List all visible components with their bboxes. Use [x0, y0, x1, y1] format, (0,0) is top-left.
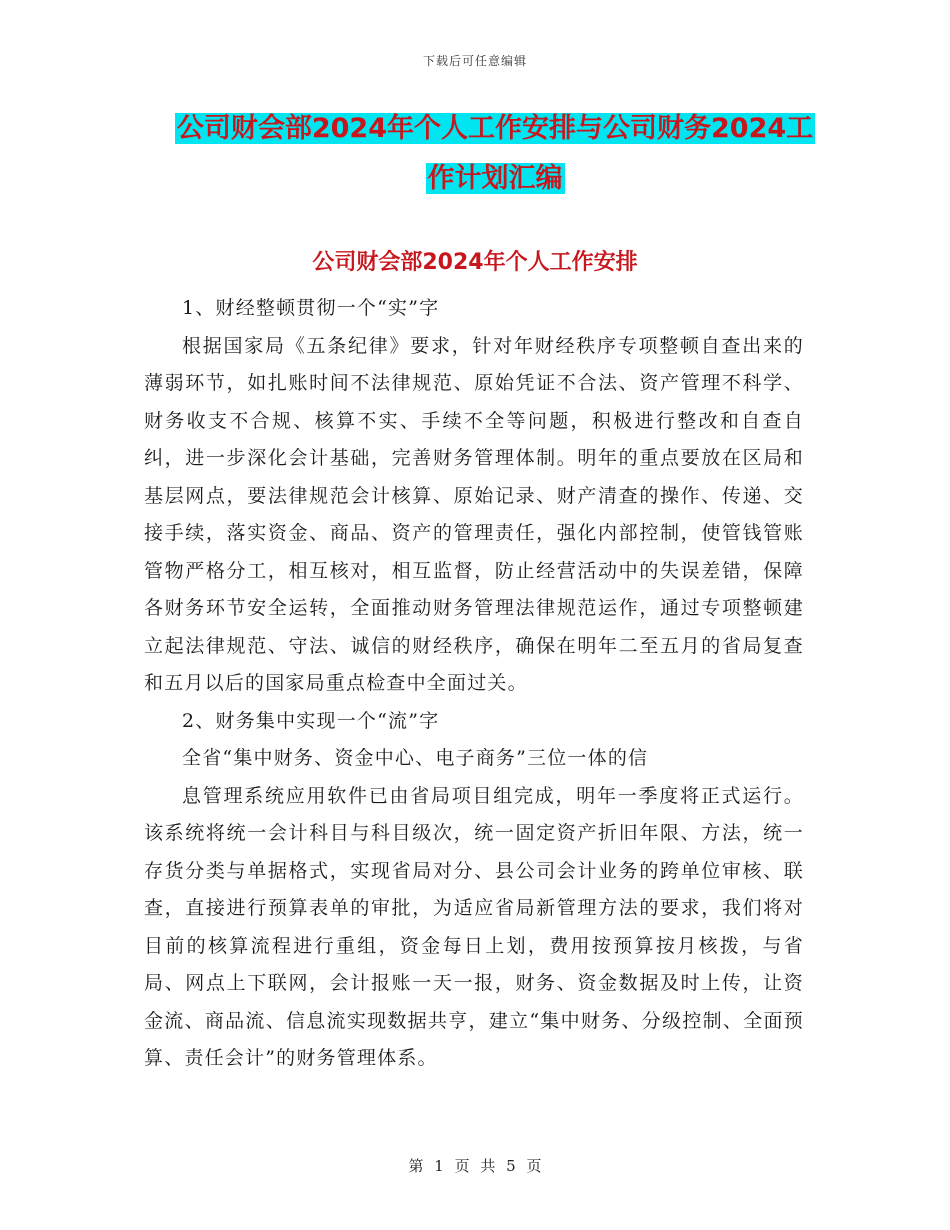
paragraph: 息管理系统应用软件已由省局项目组完成，明年一季度将正式运行。该系统将统一会计科目与科目级次，统一固定资产折旧年限、方法，统一存货分类与单据格式，实现省局对分、县公司会计业务的跨单位审核、联查，直接进行预算表单的审批，为适应省局新管理方法的要求，我们将对目前的核算流程进行重组，资金每日上划，费用按预算按月核拨，与省局、网点上下联网，会计报账一天一报，财务、资金数据及时上传，让资金流、商品流、信息流实现数据共亨，建立“集中财务、分级控制、全面预算、责任会计”的财务管理体系。	[144, 784, 804, 1069]
paragraph-heading-2: 2、财务集中实现一个“流”字	[182, 709, 440, 732]
paragraph-heading-1: 1、财经整顿贯彻一个“实”字	[182, 297, 440, 319]
paragraph: 全省“集中财务、资金中心、电子商务”三位一体的信	[182, 747, 649, 769]
document-title-line-1: 公司财会部2024年个人工作安排与公司财务2024工	[176, 113, 814, 144]
document-body	[144, 290, 804, 1078]
header-note: 下载后可任意编辑	[422, 54, 527, 68]
paragraph: 根据国家局《五条纪律》要求，针对年财经秩序专项整顿自查出来的薄弱环节，如扎账时间不法律规范、原始凭证不合法、资产管理不科学、财务收支不合规、核算不实、手续不全等问题，积极进行整改和自查自纠，进一步深化会计基础，完善财务管理体制。明年的重点要放在区局和基层网点，要法律规范会计核算、原始记录、财产清查的操作、传递、交接手续，落实资金、商品、资产的管理责任，强化内部控制，使管钱管账管物严格分工，相互核对，相互监督，防止经营活动中的失误差错，保障各财务环节安全运转，全面推动财务管理法律规范运作，通过专项整顿建立起法律规范、守法、诚信的财经秩序，确保在明年二至五月的省局复查和五月以后的国家局重点检查中全面过关。	[144, 334, 804, 694]
document-title	[150, 104, 840, 204]
page-footer: 第 1 页 共 5 页	[408, 1157, 542, 1175]
document-title-line-2: 作计划汇编	[427, 163, 563, 194]
section-title: 公司财会部2024年个人工作安排	[312, 250, 638, 275]
